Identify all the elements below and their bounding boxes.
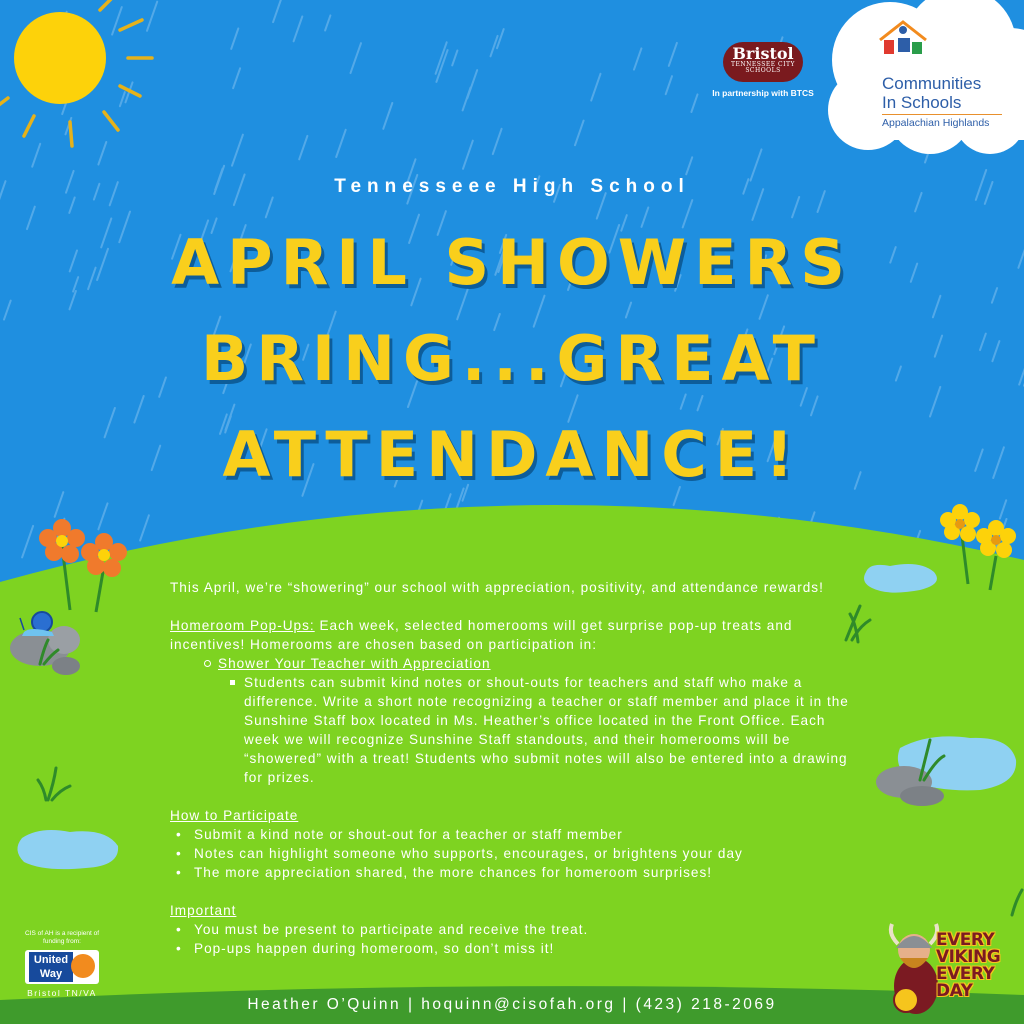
intro-text: This April, we’re “showering” our school with appreciation, positivity, and attendance rewards! xyxy=(170,580,824,595)
bristol-badge xyxy=(723,42,803,82)
viking-line: DAY xyxy=(936,981,973,1001)
bristol-name: Bristol xyxy=(732,44,794,63)
participate-heading: How to Participate xyxy=(170,808,299,823)
bristol-schools-logo xyxy=(702,42,824,106)
headline-line-2: BRING...GREAT xyxy=(201,322,823,395)
important-heading: Important xyxy=(170,903,237,918)
funding-note: CIS of AH is a recipient of funding from: xyxy=(24,930,100,945)
puddle xyxy=(17,830,118,869)
list-item: • Submit a kind note or shout-out for a teacher or staff member xyxy=(170,825,860,844)
united-way-logo xyxy=(25,950,99,984)
homeroom-heading: Homeroom Pop-Ups: xyxy=(170,618,315,633)
bristol-partner-text: In partnership with BTCS xyxy=(712,88,814,98)
communities-in-schools-logo xyxy=(862,12,1012,142)
united-way-location: Bristol TN/VA xyxy=(27,988,97,998)
cis-region: Appalachian Highlands xyxy=(882,117,990,129)
bristol-subtitle: TENNESSEE CITY SCHOOLS xyxy=(731,61,795,74)
viking-line: VIKING xyxy=(936,947,1001,967)
homeroom-subheading-item xyxy=(170,654,860,673)
important-list xyxy=(170,920,860,958)
list-item: • The more appreciation shared, the more chances for homeroom surprises! xyxy=(170,863,860,882)
viking-line: EVERY xyxy=(936,930,995,950)
viking-line: EVERY xyxy=(936,964,995,984)
headline-line-3: ATTENDANCE! xyxy=(222,418,802,491)
list-item: • You must be present to participate and receive the treat. xyxy=(170,920,860,939)
headline-line-1: APRIL SHOWERS xyxy=(171,226,853,299)
united-way-block xyxy=(14,930,110,998)
list-item: • Notes can highlight someone who supports, encourages, or brightens your day xyxy=(170,844,860,863)
homeroom-subheading: Shower Your Teacher with Appreciation xyxy=(218,656,491,671)
homeroom-paragraph xyxy=(170,616,860,654)
united-way-wordmark: United Way xyxy=(29,952,73,982)
cis-name-line2: In Schools xyxy=(882,93,962,112)
cis-divider xyxy=(882,114,1002,115)
united-way-hand-icon xyxy=(71,954,95,978)
body-text xyxy=(170,578,860,958)
participate-list xyxy=(170,825,860,882)
school-name: Tennesseee High School xyxy=(334,176,690,197)
homeroom-text: Each week, selected homerooms will get surprise pop-up treats and incentives! Homerooms are chosen based on participation in: xyxy=(170,618,793,652)
contact-footer: Heather O’Quinn | hoquinn@cisofah.org | (423) 218-2069 xyxy=(247,996,777,1013)
homeroom-detail: Students can submit kind notes or shout-outs for teachers and staff who make a difference. Write a short note recognizing a teacher or staff member and place it in the Sunshine Staff box located in Ms. Heather’s office located in the Front Office. Each week we will recognize Sunshine Staff standouts, and their homerooms will be “showered” with a treat! Students who submit notes will also be entered into a drawing for prizes. xyxy=(170,673,860,787)
cis-name-line1: Communities xyxy=(882,74,982,93)
list-item: • Pop-ups happen during homeroom, so don’t miss it! xyxy=(170,939,860,958)
